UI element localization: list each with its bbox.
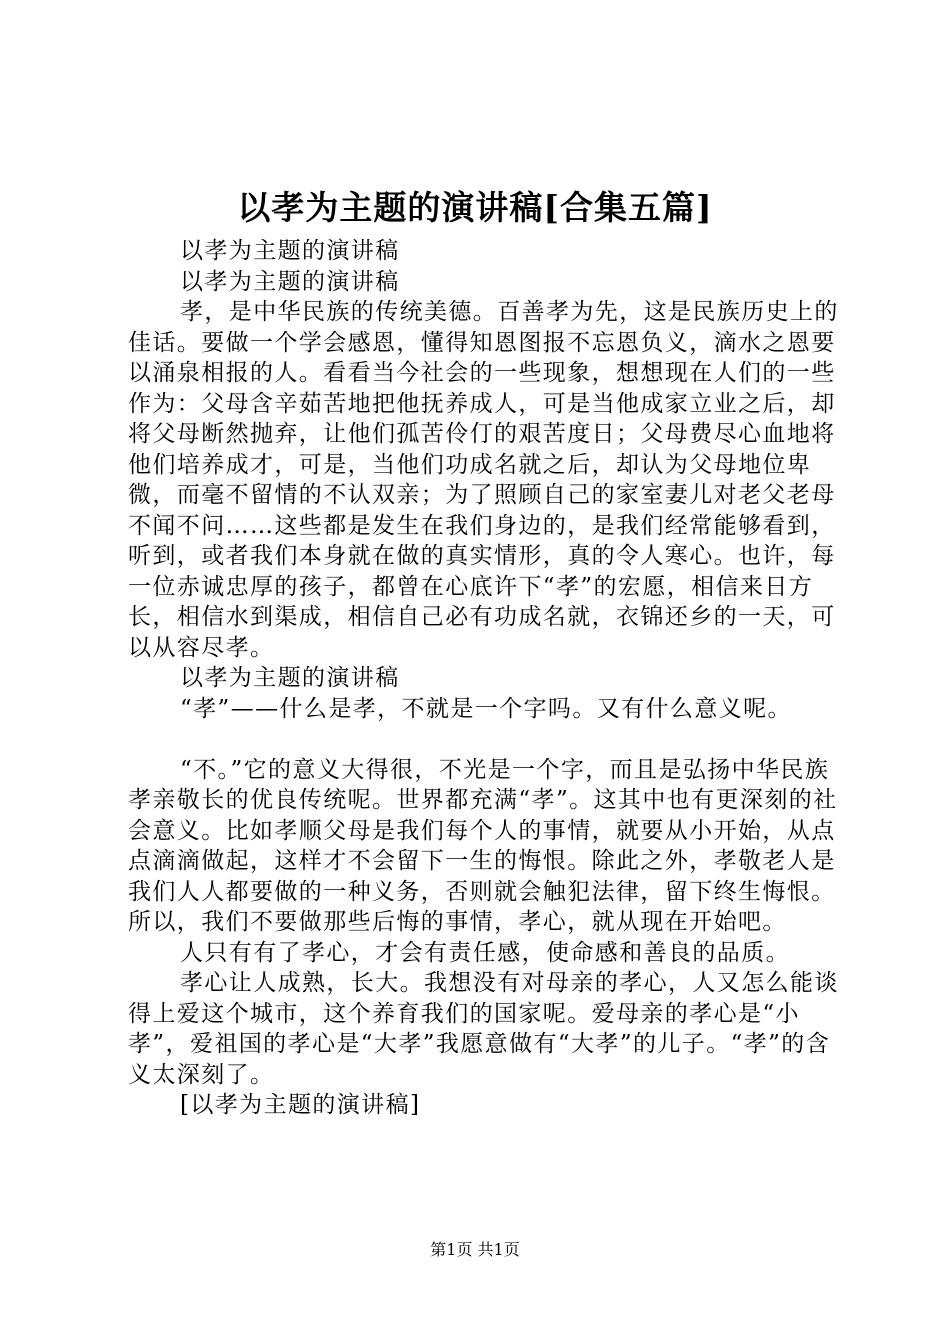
paragraph-2: “孝”——什么是孝，不就是一个字吗。又有什么意义呢。: [180, 695, 792, 722]
paragraph-1: 孝，是中华民族的传统美德。百善孝为先，这是民族历史上的佳话。要做一个学会感恩，懂得知恩图报不忘恩负义，滴水之恩要以涌泉相报的人。看看当今社会的一些现象，想想现在人们的一些作为：父母含辛茹苦地把他抚养成人，可是当他成家立业之后，却将父母断然抛弃，让他们孤苦伶仃的艰苦度日；父母费尽心血地将他们培养成才，可是，当他们功成名就之后，却认为父母地位卑微，而毫不留情的不认双亲；为了照顾自己的家室妻儿对老父老母不闻不问……这些都是发生在我们身边的，是我们经常能够看到，听到，或者我们本身就在做的真实情形，真的令人寒心。也许，每一位赤诚忠厚的孩子，都曾在心底许下“孝”的宏愿，相信来日方长，相信水到渠成，相信自己必有功成名就，衣锦还乡的一天，可以从容尽孝。: [128, 299, 839, 661]
subheading-3: 以孝为主题的演讲稿: [180, 665, 400, 691]
subheading-1: 以孝为主题的演讲稿: [180, 238, 400, 264]
blank-line: [128, 724, 848, 755]
paragraph-4: 人只有有了孝心，才会有责任感，使命感和善良的品质。: [180, 939, 790, 966]
paragraph-5: 孝心让人成熟，长大。我想没有对母亲的孝心，人又怎么能谈得上爱这个城市，这个养育我们的国家呢。爱母亲的孝心是“小孝”，爱祖国的孝心是“大孝”我愿意做有“大孝”的儿子。“孝”的含义太深刻了。: [128, 970, 839, 1088]
subheading-2: 以孝为主题的演讲稿: [180, 268, 400, 295]
page-footer: 第1页 共1页: [430, 1240, 520, 1259]
document-body: [128, 236, 848, 1121]
document-title: 以孝为主题的演讲稿[合集五篇]: [237, 188, 713, 227]
closing-heading: [以孝为主题的演讲稿]: [180, 1092, 421, 1118]
paragraph-3: “不。”它的意义大得很，不光是一个字，而且是弘扬中华民族孝亲敬长的优良传统呢。世界都充满“孝”。这其中也有更深刻的社会意义。比如孝顺父母是我们每个人的事情，就要从小开始，从点点滴滴做起，这样才不会留下一生的悔恨。除此之外，孝敬老人是我们人人都要做的一种义务，否则就会触犯法律，留下终生悔恨。所以，我们不要做那些后悔的事情，孝心，就从现在开始吧。: [128, 756, 838, 935]
